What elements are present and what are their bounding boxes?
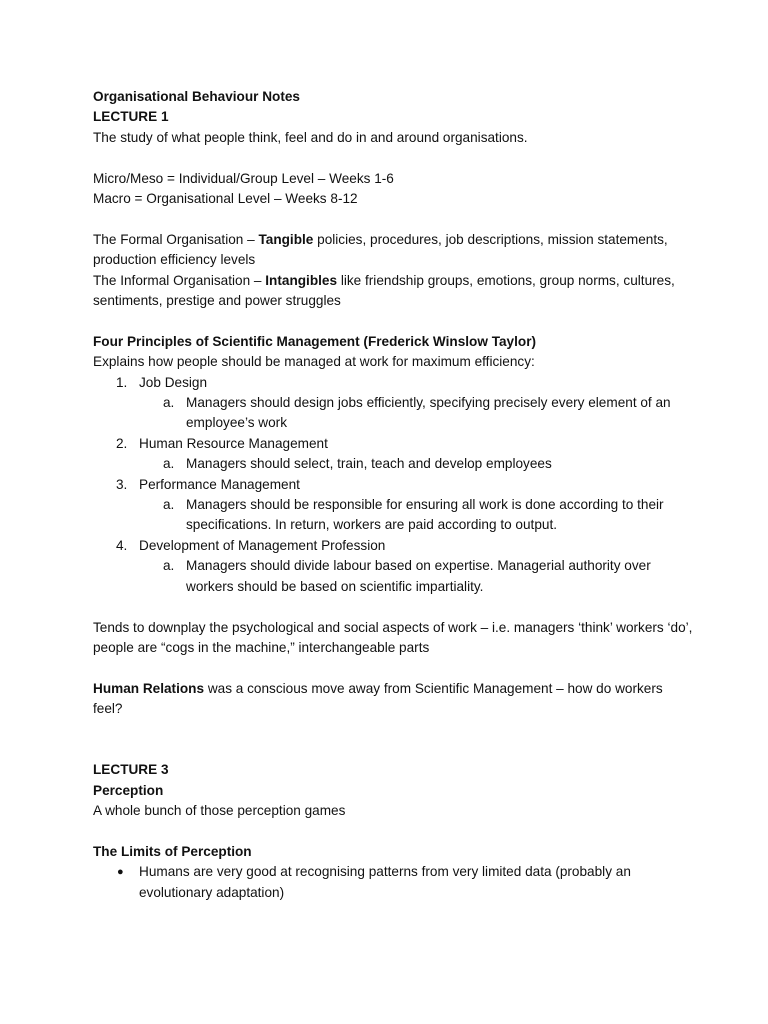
principle-sub-text: Managers should select, train, teach and develop employees (186, 456, 552, 472)
spacer (93, 311, 693, 331)
principle-sub-text: Managers should design jobs efficiently, specifying precisely every element of an employee’s work (186, 395, 671, 431)
formal-bold-term: Tangible (258, 231, 314, 247)
spacer (93, 209, 693, 229)
level-micro-meso: Micro/Meso = Individual/Group Level – Weeks 1-6 (93, 170, 394, 186)
principle-item (93, 434, 693, 454)
bullet-item (93, 862, 693, 903)
lecture-3-heading: LECTURE 3 (93, 762, 169, 778)
document-title: Organisational Behaviour Notes (93, 89, 300, 104)
informal-organisation-paragraph (93, 271, 693, 312)
spacer (93, 148, 693, 168)
perception-games-text: A whole bunch of those perception games (93, 803, 346, 819)
principle-sub-item (93, 454, 693, 474)
formal-rest: policies, procedures, job descriptions, mission statements, production efficiency levels (93, 231, 668, 268)
informal-prefix: The Informal Organisation – (93, 272, 266, 288)
lecture-1-heading: LECTURE 1 (93, 109, 169, 125)
spacer (93, 822, 693, 842)
list-letter: a. (163, 456, 175, 472)
principle-label: Job Design (139, 374, 208, 390)
formal-prefix: The Formal Organisation – (93, 231, 259, 247)
downplay-paragraph: Tends to downplay the psychological and social aspects of work – i.e. managers ‘think’ workers ‘do’, people are “cogs in the machine,” interchangeable parts (93, 619, 693, 655)
human-relations-paragraph (93, 679, 693, 720)
principles-list (93, 373, 693, 597)
scientific-management-heading: Four Principles of Scientific Management (Frederick Winslow Taylor) (93, 333, 537, 349)
document-body (93, 87, 693, 903)
formal-organisation-paragraph (93, 230, 693, 271)
spacer (93, 597, 693, 617)
human-relations-rest: was a conscious move away from Scientific Management – how do workers feel? (93, 680, 663, 717)
limits-of-perception-heading: The Limits of Perception (93, 843, 252, 859)
principle-sub-text: Managers should be responsible for ensuring all work is done according to their specifications. In return, workers are paid according to output. (186, 497, 664, 533)
informal-bold-term: Intangibles (265, 272, 338, 288)
principle-sub-item (93, 393, 693, 434)
lecture-1-definition: The study of what people think, feel and do in and around organisations. (93, 129, 528, 145)
spacer (93, 720, 693, 761)
list-number: 4. (116, 537, 128, 553)
list-letter: a. (163, 558, 175, 574)
list-number: 2. (116, 435, 128, 451)
list-letter: a. (163, 497, 175, 513)
list-number: 1. (116, 374, 128, 390)
informal-rest: like friendship groups, emotions, group norms, cultures, sentiments, prestige and power struggles (93, 272, 675, 309)
principle-sub-item (93, 556, 693, 597)
human-relations-bold-term: Human Relations (93, 680, 205, 696)
principle-label: Development of Management Profession (139, 537, 386, 553)
bullet-text: Humans are very good at recognising patterns from very limited data (probably an evolutionary adaptation) (139, 864, 631, 900)
principle-item (93, 536, 693, 556)
principle-sub-item (93, 495, 693, 536)
principle-label: Performance Management (139, 476, 300, 492)
bullet-icon: ● (117, 866, 124, 879)
list-letter: a. (163, 395, 175, 411)
principle-label: Human Resource Management (139, 435, 328, 451)
spacer (93, 658, 693, 678)
list-number: 3. (116, 476, 128, 492)
scientific-management-intro: Explains how people should be managed at work for maximum efficiency: (93, 354, 535, 370)
principle-item (93, 475, 693, 495)
level-macro: Macro = Organisational Level – Weeks 8-12 (93, 191, 358, 207)
principle-sub-text: Managers should divide labour based on expertise. Managerial authority over workers should be based on scientific impartiality. (186, 558, 651, 594)
lecture-3-topic: Perception (93, 782, 164, 798)
principle-item (93, 373, 693, 393)
